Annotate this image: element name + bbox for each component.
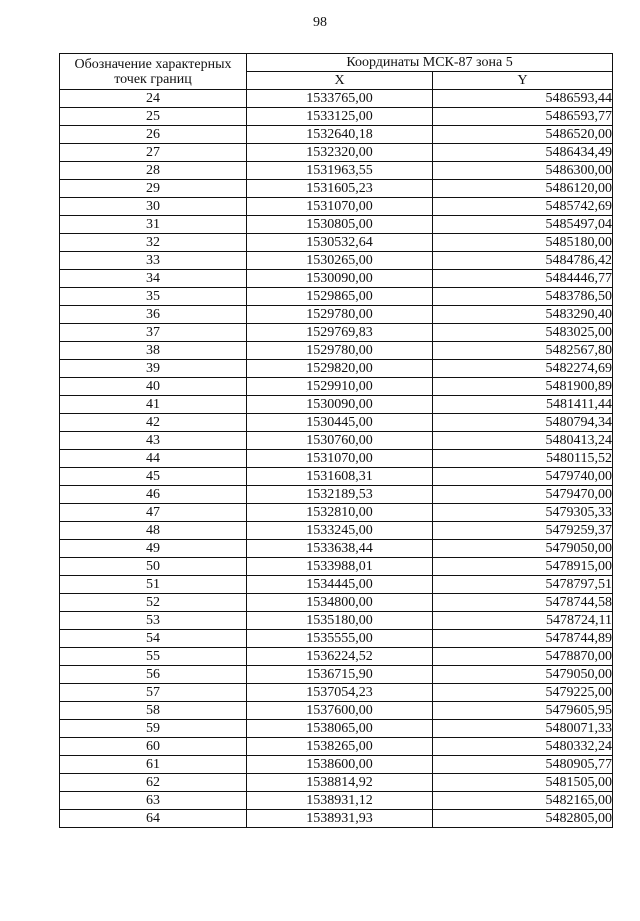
- y-coordinate-cell: 5479050,00: [433, 540, 613, 558]
- x-coordinate-cell: 1535555,00: [247, 630, 433, 648]
- x-coordinate-cell: 1530265,00: [247, 252, 433, 270]
- y-coordinate-cell: 5479225,00: [433, 684, 613, 702]
- x-coordinate-cell: 1533125,00: [247, 108, 433, 126]
- point-number-cell: 27: [60, 144, 247, 162]
- point-number-cell: 29: [60, 180, 247, 198]
- x-coordinate-cell: 1529780,00: [247, 342, 433, 360]
- table-row: [60, 378, 613, 396]
- x-coordinate-cell: 1530532,64: [247, 234, 433, 252]
- y-coordinate-cell: 5482274,69: [433, 360, 613, 378]
- point-number-cell: 24: [60, 90, 247, 108]
- point-number-cell: 54: [60, 630, 247, 648]
- x-coordinate-cell: 1538265,00: [247, 738, 433, 756]
- table-row: [60, 468, 613, 486]
- y-coordinate-cell: 5483025,00: [433, 324, 613, 342]
- y-coordinate-cell: 5479259,37: [433, 522, 613, 540]
- x-coordinate-cell: 1531608,31: [247, 468, 433, 486]
- y-coordinate-cell: 5486593,77: [433, 108, 613, 126]
- point-number-cell: 56: [60, 666, 247, 684]
- table-row: [60, 558, 613, 576]
- table-row: [60, 684, 613, 702]
- table-row: [60, 648, 613, 666]
- x-coordinate-cell: 1530090,00: [247, 270, 433, 288]
- table-row: [60, 360, 613, 378]
- x-coordinate-cell: 1530445,00: [247, 414, 433, 432]
- y-coordinate-cell: 5479470,00: [433, 486, 613, 504]
- table-row: [60, 288, 613, 306]
- x-coordinate-cell: 1531963,55: [247, 162, 433, 180]
- x-coordinate-cell: 1533765,00: [247, 90, 433, 108]
- x-coordinate-cell: 1538600,00: [247, 756, 433, 774]
- point-number-cell: 35: [60, 288, 247, 306]
- y-coordinate-cell: 5486434,49: [433, 144, 613, 162]
- y-coordinate-cell: 5480071,33: [433, 720, 613, 738]
- x-coordinate-cell: 1530090,00: [247, 396, 433, 414]
- x-coordinate-cell: 1531070,00: [247, 198, 433, 216]
- point-number-cell: 48: [60, 522, 247, 540]
- x-coordinate-cell: 1532320,00: [247, 144, 433, 162]
- table-row: [60, 756, 613, 774]
- point-number-cell: 33: [60, 252, 247, 270]
- y-coordinate-cell: 5479050,00: [433, 666, 613, 684]
- y-coordinate-cell: 5485742,69: [433, 198, 613, 216]
- y-coordinate-cell: 5479605,95: [433, 702, 613, 720]
- point-number-cell: 44: [60, 450, 247, 468]
- x-coordinate-cell: 1532640,18: [247, 126, 433, 144]
- coordinates-table: [59, 53, 613, 828]
- point-number-cell: 60: [60, 738, 247, 756]
- y-coordinate-cell: 5479740,00: [433, 468, 613, 486]
- page-number: 98: [313, 15, 327, 30]
- table-row: [60, 810, 613, 828]
- y-coordinate-cell: 5480794,34: [433, 414, 613, 432]
- x-coordinate-cell: 1533638,44: [247, 540, 433, 558]
- table-row: [60, 270, 613, 288]
- point-number-cell: 46: [60, 486, 247, 504]
- y-coordinate-cell: 5481505,00: [433, 774, 613, 792]
- y-coordinate-cell: 5481900,89: [433, 378, 613, 396]
- point-number-cell: 28: [60, 162, 247, 180]
- y-coordinate-cell: 5486593,44: [433, 90, 613, 108]
- table-row: [60, 720, 613, 738]
- x-coordinate-cell: 1532189,53: [247, 486, 433, 504]
- point-number-cell: 25: [60, 108, 247, 126]
- point-number-cell: 26: [60, 126, 247, 144]
- table-body: [60, 90, 613, 828]
- y-coordinate-cell: 5480413,24: [433, 432, 613, 450]
- y-coordinate-cell: 5486120,00: [433, 180, 613, 198]
- point-number-cell: 52: [60, 594, 247, 612]
- table-row: [60, 666, 613, 684]
- point-number-cell: 43: [60, 432, 247, 450]
- table-row: [60, 342, 613, 360]
- table-row: [60, 432, 613, 450]
- x-coordinate-cell: 1532810,00: [247, 504, 433, 522]
- point-number-cell: 57: [60, 684, 247, 702]
- x-coordinate-cell: 1529865,00: [247, 288, 433, 306]
- x-coordinate-cell: 1537600,00: [247, 702, 433, 720]
- y-coordinate-cell: 5478744,89: [433, 630, 613, 648]
- x-coordinate-cell: 1534445,00: [247, 576, 433, 594]
- point-number-cell: 59: [60, 720, 247, 738]
- x-coordinate-cell: 1538931,12: [247, 792, 433, 810]
- table-row: [60, 162, 613, 180]
- y-coordinate-cell: 5482165,00: [433, 792, 613, 810]
- y-coordinate-cell: 5485180,00: [433, 234, 613, 252]
- table-row: [60, 396, 613, 414]
- table-row: [60, 414, 613, 432]
- x-coordinate-cell: 1529780,00: [247, 306, 433, 324]
- point-number-cell: 47: [60, 504, 247, 522]
- point-number-cell: 40: [60, 378, 247, 396]
- y-coordinate-cell: 5479305,33: [433, 504, 613, 522]
- y-coordinate-cell: 5486300,00: [433, 162, 613, 180]
- y-coordinate-cell: 5478870,00: [433, 648, 613, 666]
- table-row: [60, 540, 613, 558]
- point-number-cell: 31: [60, 216, 247, 234]
- x-coordinate-cell: 1534800,00: [247, 594, 433, 612]
- y-coordinate-cell: 5480115,52: [433, 450, 613, 468]
- table-row: [60, 450, 613, 468]
- y-coordinate-cell: 5483786,50: [433, 288, 613, 306]
- y-coordinate-cell: 5478797,51: [433, 576, 613, 594]
- table-row: [60, 612, 613, 630]
- x-coordinate-cell: 1529820,00: [247, 360, 433, 378]
- table-row: [60, 90, 613, 108]
- x-coordinate-cell: 1533245,00: [247, 522, 433, 540]
- table-row: [60, 108, 613, 126]
- header-point-designation: Обозначение характерных точек границ: [60, 54, 247, 90]
- x-coordinate-cell: 1536715,90: [247, 666, 433, 684]
- point-number-cell: 37: [60, 324, 247, 342]
- point-number-cell: 36: [60, 306, 247, 324]
- x-coordinate-cell: 1529910,00: [247, 378, 433, 396]
- table-row: [60, 306, 613, 324]
- table-row: [60, 774, 613, 792]
- table-row: [60, 324, 613, 342]
- point-number-cell: 61: [60, 756, 247, 774]
- x-coordinate-cell: 1529769,83: [247, 324, 433, 342]
- x-coordinate-cell: 1531070,00: [247, 450, 433, 468]
- y-coordinate-cell: 5484786,42: [433, 252, 613, 270]
- point-number-cell: 58: [60, 702, 247, 720]
- point-number-cell: 41: [60, 396, 247, 414]
- point-number-cell: 39: [60, 360, 247, 378]
- x-coordinate-cell: 1530760,00: [247, 432, 433, 450]
- x-coordinate-cell: 1538065,00: [247, 720, 433, 738]
- table-row: [60, 252, 613, 270]
- table-row: [60, 576, 613, 594]
- table-row: [60, 738, 613, 756]
- x-coordinate-cell: 1538931,93: [247, 810, 433, 828]
- table-row: [60, 216, 613, 234]
- point-number-cell: 34: [60, 270, 247, 288]
- x-coordinate-cell: 1538814,92: [247, 774, 433, 792]
- x-coordinate-cell: 1536224,52: [247, 648, 433, 666]
- y-coordinate-cell: 5485497,04: [433, 216, 613, 234]
- point-number-cell: 53: [60, 612, 247, 630]
- point-number-cell: 55: [60, 648, 247, 666]
- point-number-cell: 30: [60, 198, 247, 216]
- y-coordinate-cell: 5484446,77: [433, 270, 613, 288]
- point-number-cell: 45: [60, 468, 247, 486]
- x-coordinate-cell: 1537054,23: [247, 684, 433, 702]
- table-row: [60, 486, 613, 504]
- x-coordinate-cell: 1530805,00: [247, 216, 433, 234]
- table-row: [60, 144, 613, 162]
- point-number-cell: 49: [60, 540, 247, 558]
- table-row: [60, 234, 613, 252]
- y-coordinate-cell: 5480332,24: [433, 738, 613, 756]
- y-coordinate-cell: 5480905,77: [433, 756, 613, 774]
- point-number-cell: 63: [60, 792, 247, 810]
- table-row: [60, 702, 613, 720]
- y-coordinate-cell: 5482567,80: [433, 342, 613, 360]
- x-coordinate-cell: 1531605,23: [247, 180, 433, 198]
- point-number-cell: 38: [60, 342, 247, 360]
- header-y: Y: [433, 72, 613, 90]
- table-row: [60, 594, 613, 612]
- table-row: [60, 198, 613, 216]
- x-coordinate-cell: 1535180,00: [247, 612, 433, 630]
- table-row: [60, 522, 613, 540]
- header-x: X: [247, 72, 433, 90]
- table-row: [60, 126, 613, 144]
- point-number-cell: 50: [60, 558, 247, 576]
- y-coordinate-cell: 5478744,58: [433, 594, 613, 612]
- point-number-cell: 32: [60, 234, 247, 252]
- y-coordinate-cell: 5482805,00: [433, 810, 613, 828]
- table-row: [60, 504, 613, 522]
- x-coordinate-cell: 1533988,01: [247, 558, 433, 576]
- table-row: [60, 630, 613, 648]
- y-coordinate-cell: 5478915,00: [433, 558, 613, 576]
- point-number-cell: 62: [60, 774, 247, 792]
- point-number-cell: 42: [60, 414, 247, 432]
- y-coordinate-cell: 5481411,44: [433, 396, 613, 414]
- table-row: [60, 180, 613, 198]
- y-coordinate-cell: 5486520,00: [433, 126, 613, 144]
- y-coordinate-cell: 5483290,40: [433, 306, 613, 324]
- y-coordinate-cell: 5478724,11: [433, 612, 613, 630]
- point-number-cell: 64: [60, 810, 247, 828]
- table-row: [60, 792, 613, 810]
- point-number-cell: 51: [60, 576, 247, 594]
- header-coordinates: Координаты МСК-87 зона 5: [247, 54, 613, 72]
